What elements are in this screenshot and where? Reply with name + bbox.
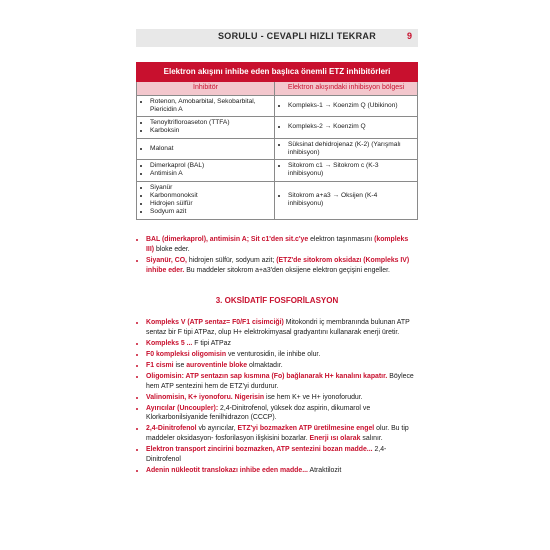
inhibitor-item: • Karbonmonoksit: [150, 192, 271, 200]
note-item: • Ayırıcılar (Uncoupler): 2,4-Dinitrofenol, yüksek doz aspirin, dikumarol ve Klorkarbonilsiyanide fenilhidrazon (CCCP).: [146, 404, 418, 424]
inhibitor-item: • Siyanür: [150, 184, 271, 192]
note-item: • Oligomisin: ATP sentazın sap kısmına (Fo) bağlanarak H+ kanalını kapatır. Böylece hem ATP sentezini hem de ETZ'yi durdurur.: [146, 372, 418, 392]
note-item: • F1 cismi ise auroventinle bloke olmaktadır.: [146, 361, 418, 371]
inhibitor-item: • Rotenon, Amobarbital, Sekobarbital, Piericidin A: [150, 98, 271, 114]
column-header-inhibitor: İnhibitör: [137, 82, 275, 96]
site-item: • Kompleks-1 → Koenzim Q (Ubikinon): [288, 102, 414, 110]
note-item: • Adenin nükleotit translokazı inhibe eden madde... Atraktilozit: [146, 466, 418, 476]
note-item: • Kompleks V (ATP sentaz= F0/F1 cisimciği) Mitokondri iç membranında bulunan ATP sentaz bir F tipi ATPaz, olup H+ elektrokimyasal gradyantını kullanarak enerji üretir.: [146, 318, 418, 338]
inhibitor-item: • Karboksin: [150, 127, 271, 135]
note-item: • Elektron transport zincirini bozmazken, ATP sentezini bozan madde... 2,4-Dinitrofenol: [146, 445, 418, 465]
note-item: • BAL (dimerkaprol), antimisin A; Sit c1'den sit.c'ye elektron taşınmasını (kompleks III) bloke eder.: [146, 235, 418, 255]
inhibitor-item: • Antimisin A: [150, 170, 271, 178]
note-item: • Valinomisin, K+ iyonoforu. Nigerisin ise hem K+ ve H+ iyonoforudur.: [146, 393, 418, 403]
notes-block-2: [136, 318, 418, 477]
note-item: • Kompleks 5 ... F tipi ATPaz: [146, 339, 418, 349]
table-row: [137, 117, 418, 138]
inhibitor-item: • Sodyum azit: [150, 208, 271, 216]
table-row: [137, 138, 418, 159]
site-item: • Kompleks-2 → Koenzim Q: [288, 123, 414, 131]
page-header: [136, 29, 418, 47]
table-row: [137, 95, 418, 116]
table-row: [137, 181, 418, 219]
site-item: • Sitokrom c1 → Sitokrom c (K-3 inhibisyonu): [288, 162, 414, 178]
note-item: • 2,4-Dinitrofenol vb ayırıcılar, ETZ'yi bozmazken ATP üretilmesine engel olur. Bu tip maddeler oksidasyon- fosforilasyon ilişkisini bozarlar. Enerji ısı olarak salınır.: [146, 424, 418, 444]
page-number: 9: [406, 31, 412, 41]
inhibitor-item: • Hidrojen sülfür: [150, 200, 271, 208]
table-row: [137, 160, 418, 181]
table-caption: Elektron akışını inhibe eden başlıca önemli ETZ inhibitörleri: [137, 63, 418, 82]
section-heading: 3. OKSİDATİF FOSFORİLASYON: [215, 296, 339, 305]
inhibitor-item: • Dimerkaprol (BAL): [150, 162, 271, 170]
site-item: • Sitokrom a+a3 → Oksijen (K-4 inhibisyonu): [288, 192, 414, 208]
running-title: SORULU - CEVAPLI HIZLI TEKRAR: [217, 31, 376, 41]
inhibitor-table: [136, 62, 418, 220]
note-item: • F0 kompleksi oligomisin ve venturosidin, ile inhibe olur.: [146, 350, 418, 360]
inhibitor-item: • Malonat: [150, 145, 271, 153]
note-item: • Siyanür, CO, hidrojen sülfür, sodyum azit; (ETZ'de sitokrom oksidazı (Kompleks IV) inhibe eder. Bu maddeler sitokrom a+a3'den oksijene elektron geçişini engeller.: [146, 256, 418, 276]
column-header-site: Elektron akışındaki inhibisyon bölgesi: [275, 82, 418, 96]
site-item: • Süksinat dehidrojenaz (K-2) (Yarışmalı inhibisyon): [288, 141, 414, 157]
inhibitor-item: • Tenoyltrifloroaseton (TTFA): [150, 119, 271, 127]
notes-block-1: [136, 235, 418, 277]
